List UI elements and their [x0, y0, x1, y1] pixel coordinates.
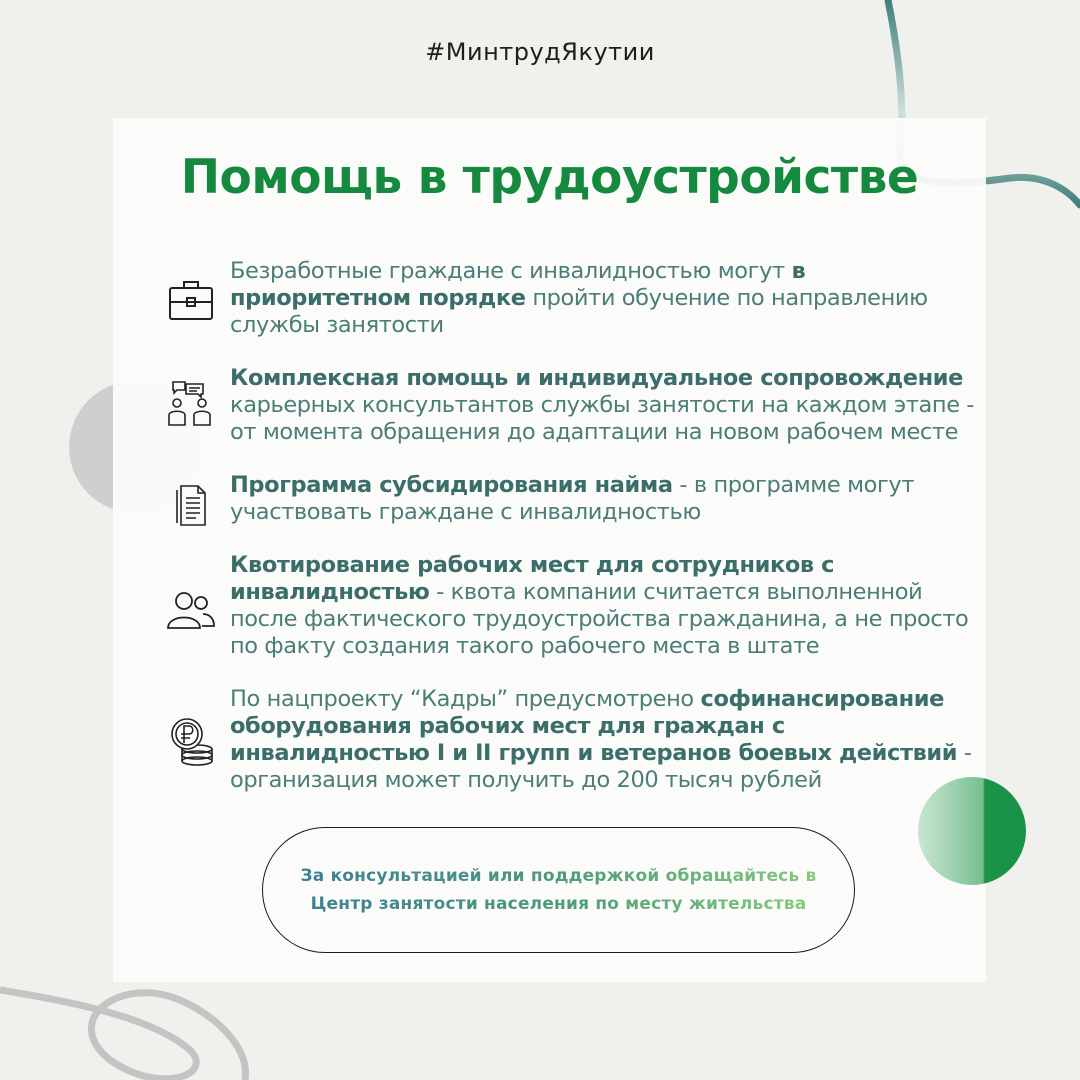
item-text: Безработные граждане с инвалидностью могут в приоритетном порядке пройти обучение по направлению службы занятости	[230, 258, 928, 338]
cta-line-2: Центр занятости населения по месту жительства	[311, 890, 807, 918]
list-item	[230, 258, 980, 339]
gray-loop	[0, 990, 246, 1080]
contact-info-pill	[262, 827, 855, 953]
list-item	[230, 365, 980, 446]
ruble-coins-icon	[169, 717, 215, 767]
item-text: По нацпроекту “Кадры” предусмотрено софинансирование оборудования рабочих мест для граждан с инвалидностью I и II групп и ветеранов боевых действий - организация может получить до 200 тысяч рублей	[230, 686, 972, 793]
document-icon	[174, 482, 210, 528]
hashtag: #МинтрудЯкутии	[425, 38, 655, 66]
briefcase-icon	[168, 278, 214, 322]
item-text: Комплексная помощь и индивидуальное сопровождение карьерных консультантов службы занятости на каждом этапе - от момента обращения до адаптации на новом рабочем месте	[230, 365, 975, 445]
people-icon	[166, 590, 216, 630]
item-text: Программа субсидирования найма - в программе могут участвовать граждане с инвалидностью	[230, 472, 915, 525]
page-title: Помощь в трудоустройстве	[180, 150, 919, 205]
item-text: Квотирование рабочих мест для сотрудников с инвалидностью - квота компании считается выполненной после фактического трудоустройства гражданина, а не просто по факту создания такого рабочего места в штате	[230, 552, 969, 659]
consultation-icon	[165, 379, 215, 427]
cta-line-1: За консультацией или поддержкой обращайтесь в	[301, 862, 817, 890]
list-item	[230, 686, 980, 794]
list-item	[230, 472, 980, 526]
list-item	[230, 552, 980, 660]
